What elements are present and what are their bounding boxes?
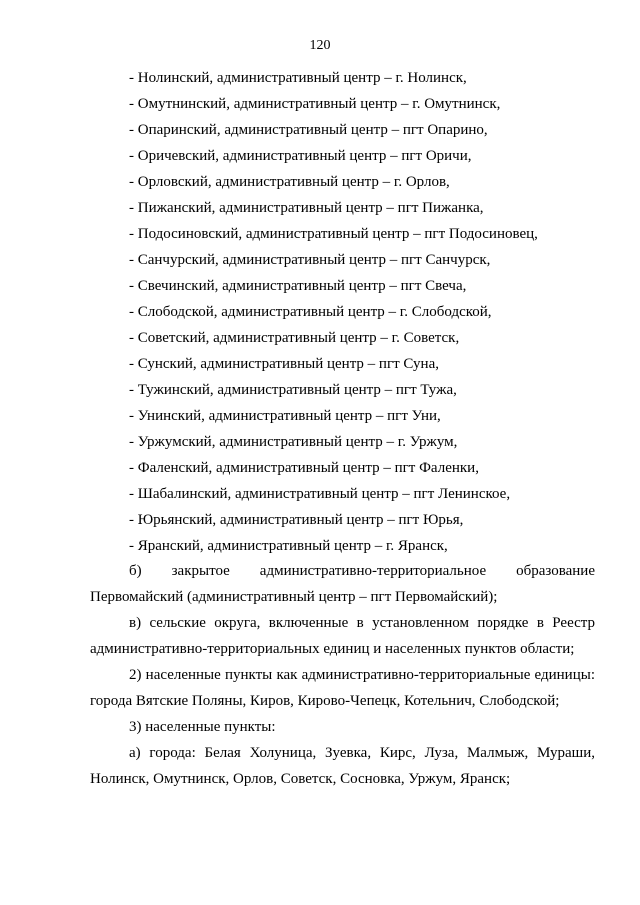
paragraph-settlements-heading: 3) населенные пункты: [129,719,276,735]
list-item: - Оричевский, административный центр – пгт Оричи, [129,148,472,164]
list-item: - Опаринский, административный центр – пгт Опарино, [129,122,488,138]
list-item: - Санчурский, административный центр – пгт Санчурск, [129,252,491,268]
list-item: - Орловский, административный центр – г. Орлов, [129,174,450,190]
paragraph-closed-territory: б) закрытое административно-территориальное образование Первомайский (административный центр – пгт Первомайский); [90,563,595,605]
paragraph-rural-districts: в) сельские округа, включенные в установленном порядке в Реестр административно-территориальных единиц и населенных пунктов области; [90,615,595,657]
list-item: - Пижанский, административный центр – пгт Пижанка, [129,200,484,216]
list-item: - Сунский, административный центр – пгт Суна, [129,356,439,372]
page-number: 120 [309,38,331,53]
list-item: - Советский, административный центр – г. Советск, [129,330,460,346]
list-item: - Нолинский, административный центр – г. Нолинск, [129,70,467,86]
list-item: - Подосиновский, административный центр – пгт Подосиновец, [129,226,538,242]
list-item: - Унинский, административный центр – пгт Уни, [129,408,441,424]
body-text [90,558,595,792]
list-item: - Фаленский, административный центр – пгт Фаленки, [129,460,479,476]
list-item: - Тужинский, административный центр – пгт Тужа, [129,382,457,398]
list-item: - Шабалинский, административный центр – пгт Ленинское, [129,486,511,502]
list-item: - Слободской, административный центр – г. Слободской, [129,304,492,320]
list-item: - Уржумский, административный центр – г. Уржум, [129,434,458,450]
list-item: - Омутнинский, административный центр – г. Омутнинск, [129,96,501,112]
district-list [129,65,609,559]
paragraph-settlements-as-units: 2) населенные пункты как административно-территориальные единицы: города Вятские Поляны, Киров, Кирово-Чепецк, Котельнич, Слободской; [90,667,595,709]
list-item: - Свечинский, административный центр – пгт Свеча, [129,278,467,294]
list-item: - Юрьянский, административный центр – пгт Юрья, [129,512,464,528]
paragraph-cities: а) города: Белая Холуница, Зуевка, Кирс, Луза, Малмыж, Мураши, Нолинск, Омутнинск, Орлов, Советск, Сосновка, Уржум, Яранск; [90,745,595,787]
list-item: - Яранский, административный центр – г. Яранск, [129,538,448,554]
